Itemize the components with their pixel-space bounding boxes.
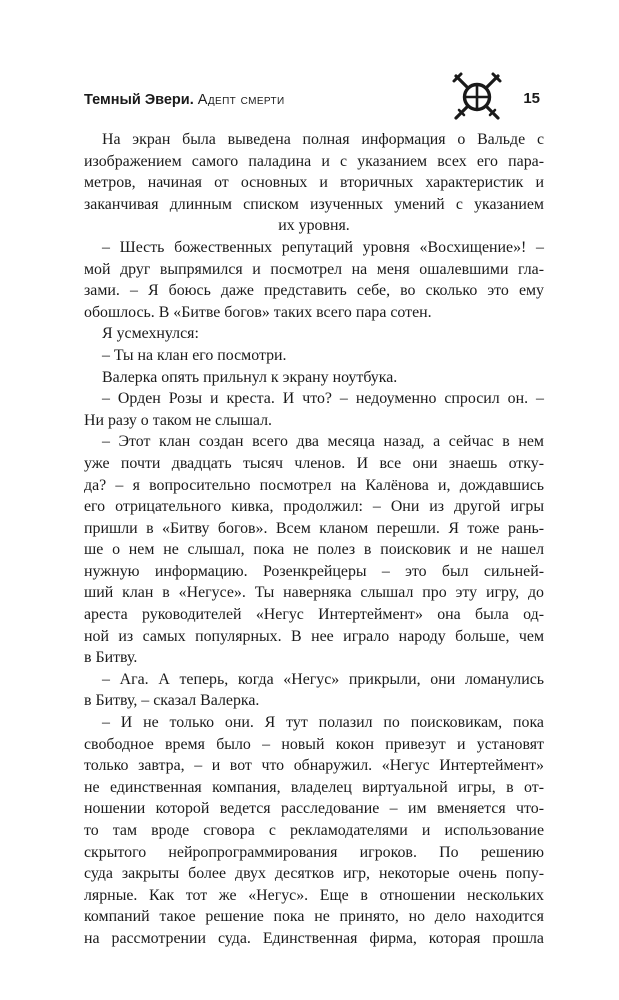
text-line: ношении которой ведется расследование – им вменяется что- xyxy=(84,800,544,818)
text-line: заканчивая длинным списком изученных умений с указанием xyxy=(84,195,544,213)
body-text xyxy=(84,129,544,950)
text-line: уже почти двадцать тысяч членов. И все они знаешь отку- xyxy=(84,454,544,472)
page-number: 15 xyxy=(523,90,540,107)
text-line: ареста руководителей «Негус Интертеймент» она была од- xyxy=(84,606,544,624)
text-line: метров, начиная от основных и вторичных характеристик и xyxy=(84,174,544,192)
text-line: – Ты на клан его посмотри. xyxy=(102,346,287,364)
text-line: их уровня. xyxy=(278,217,350,235)
text-line: Валерка опять прильнул к экрану ноутбука. xyxy=(102,368,398,386)
text-line: На экран была выведена полная информация о Вальде с xyxy=(102,131,544,148)
text-line: ший клан в «Негусе». Ты наверняка слышал про эту игру, до xyxy=(84,584,544,602)
text-line: мой друг выпрямился и посмотрел на меня ошалевшими гла- xyxy=(84,260,544,278)
text-line: Я усмехнулся: xyxy=(102,325,199,343)
text-line: изображением самого паладина и с указанием всех его пара- xyxy=(84,152,544,170)
text-line: то там вроде сговора с рекламодателями и использование xyxy=(84,822,544,839)
text-line: да? – я вопросительно посмотрел на Калёнова и, дождавшись xyxy=(84,476,544,494)
crossed-swords-shield-icon xyxy=(450,70,504,124)
text-line: зами. – Я боюсь даже представить себе, во сколько это ему xyxy=(84,282,544,300)
text-line: – Этот клан создан всего два месяца назад, а сейчас в нем xyxy=(102,433,544,451)
text-line: нужную информацию. Розенкрейцеры – это был сильней- xyxy=(84,562,544,580)
text-line: Ни разу о таком не слышал. xyxy=(84,411,273,429)
running-head-author: Темный Эвери. xyxy=(84,92,194,108)
running-head-title: Адепт смерти xyxy=(197,92,285,108)
text-line: суда закрыты более двух десятков игр, некоторые очень попу- xyxy=(84,865,544,883)
text-line: ной из самых популярных. В нее играло народу больше, чем xyxy=(84,627,544,645)
text-line: – Орден Розы и креста. И что? – недоуменно спросил он. – xyxy=(102,390,544,408)
text-line: лярные. Как тот же «Негус». Еще в отношении нескольких xyxy=(84,886,544,904)
text-line: ше о нем не слышал, пока не полез в поисковик и не нашел xyxy=(84,541,544,559)
text-line: – Шесть божественных репутаций уровня «Восхищение»! – xyxy=(102,238,544,256)
text-line: на рассмотрении суда. Единственная фирма, которая прошла xyxy=(84,929,544,947)
text-line: в Битву. xyxy=(84,649,138,667)
text-line: пришли в «Битву богов». Всем кланом перешли. Я тоже рань- xyxy=(84,519,544,537)
text-line: компаний такое решение пока не принято, но дело находится xyxy=(84,908,544,926)
text-line: обошлось. В «Битве богов» таких всего пара сотен. xyxy=(84,303,432,321)
text-line: в Битву, – сказал Валерка. xyxy=(84,692,260,710)
text-line: только завтра, – и вот что обнаружил. «Негус Интертеймент» xyxy=(84,757,544,775)
text-line: свободное время было – новый кокон привезут и установят xyxy=(84,735,544,753)
running-head xyxy=(84,91,285,109)
text-line: не единственная компания, владелец виртуальной игры, в от- xyxy=(84,778,544,796)
text-line: – И не только они. Я тут полазил по поисковикам, пока xyxy=(102,714,544,732)
text-line: скрытого нейропрограммирования игроков. По решению xyxy=(84,843,544,861)
text-line: – Ага. А теперь, когда «Негус» прикрыли, они ломанулись xyxy=(102,670,544,688)
text-line: его отрицательного кивка, продолжил: – Они из другой игры xyxy=(84,498,544,516)
